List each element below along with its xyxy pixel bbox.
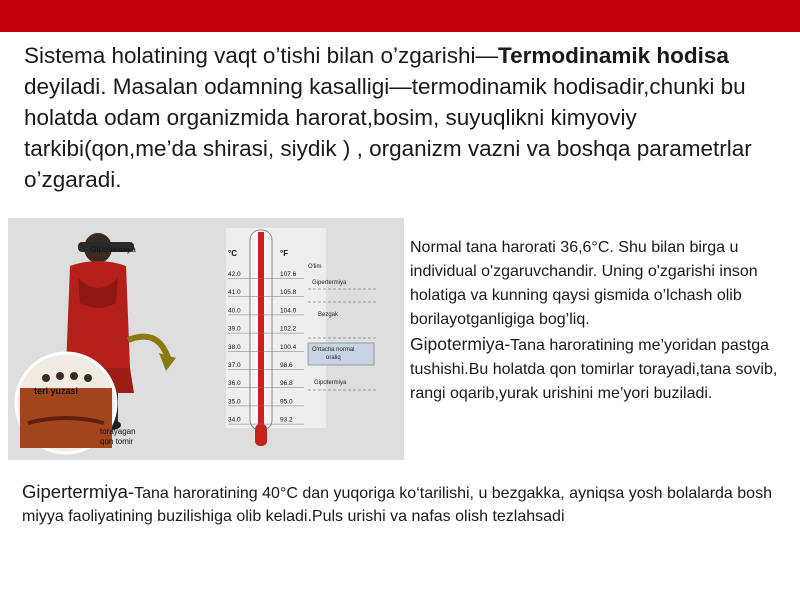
zone-death: O'lim	[308, 264, 322, 270]
intro-text-1: Sistema holatining vaqt o’tishi bilan o’zgarishi—	[24, 43, 498, 68]
celsius-tick-label: 36.0	[228, 380, 241, 388]
hyperthermia-paragraph	[22, 480, 782, 528]
celsius-tick-label: 40.0	[228, 307, 241, 315]
vessel-label-2: qon tomir	[100, 437, 134, 446]
hypothermia-title: Gipotermiya-	[410, 334, 511, 354]
hyperthermia-title: Gipertermiya-	[22, 481, 135, 502]
fahrenheit-tick-label: 98.6	[280, 362, 293, 369]
vessel-label-1: torayagan	[100, 427, 136, 436]
fahrenheit-tick-label: 96.8	[280, 380, 293, 388]
illustration-svg	[8, 218, 404, 460]
fahrenheit-tick-label: 107.6	[280, 271, 297, 278]
fahrenheit-tick-label: 104.0	[280, 307, 297, 315]
intro-term-bold: Termodinamik hodisa	[498, 43, 729, 68]
skin-label: teri yuzasi	[34, 386, 79, 396]
zone-normal-1: O'rtacha normal	[312, 347, 355, 353]
celsius-tick-label: 35.0	[228, 398, 241, 406]
celsius-tick-label: 37.0	[228, 362, 241, 369]
celsius-tick-label: 34.0	[228, 416, 241, 424]
normal-temperature-paragraph: Normal tana harorati 36,6°C. Shu bilan birga u individual o'zgaruvchandir. Uning o'zgarishi inson holatiga va kunning qaysi gismida o’lchash olib borilayotganligiga bog’liq.	[410, 239, 758, 328]
fahrenheit-tick-label: 105.8	[280, 289, 297, 297]
celsius-tick-label: 38.0	[228, 343, 241, 351]
thermometer-illustration	[8, 218, 404, 460]
zone-hyper: Gipertermiya	[312, 280, 347, 286]
fahrenheit-tick-label: 93.2	[280, 416, 293, 424]
zone-fever: Bezgak	[318, 312, 339, 318]
celsius-tick-label: 39.0	[228, 325, 241, 333]
hyperthermia-text: Tana haroratining 40°C dan yuqoriga ko‘tarilishi, u bezgakka, ayniqsa yosh bolalarda bosh miyya faoliyatining buzilishiga olib keladi.Puls urishi va nafas olish tezlahsadi	[22, 485, 772, 525]
hypothermia-paragraph	[410, 332, 790, 406]
zone-hypo: Gipotermiya	[314, 380, 347, 386]
top-accent-bar	[0, 0, 800, 32]
fahrenheit-unit: °F	[280, 249, 289, 258]
zone-normal-2: oraliq	[326, 355, 341, 361]
celsius-tick-label: 41.0	[228, 289, 241, 297]
fahrenheit-tick-label: 95.0	[280, 398, 293, 406]
right-text-block	[410, 236, 790, 406]
thermometer	[226, 228, 326, 446]
fahrenheit-tick-label: 102.2	[280, 325, 297, 333]
intro-text-2: deyiladi. Masalan odamning kasalligi—termodinamik hodisadir,chunki bu holatda odam organizmida harorat,bosim, suyuqlikni kimyoviy tarkibi(qon,me’da shirasi, siydik ) , organizm vazni va boshqa parametrlar o’zgaradi.	[24, 74, 752, 192]
intro-paragraph	[24, 40, 784, 195]
celsius-unit: °C	[228, 249, 237, 258]
person-label: Gipotermiya	[90, 244, 136, 254]
fahrenheit-tick-label: 100.4	[280, 343, 297, 351]
celsius-tick-label: 42.0	[228, 271, 241, 278]
hypothermia-text: Tana haroratining me’yoridan pastga tushishi.Bu holatda qon tomirlar torayadi,tana sovib, rangi oqarib,yurak urishini me’yori buziladi.	[410, 337, 778, 402]
